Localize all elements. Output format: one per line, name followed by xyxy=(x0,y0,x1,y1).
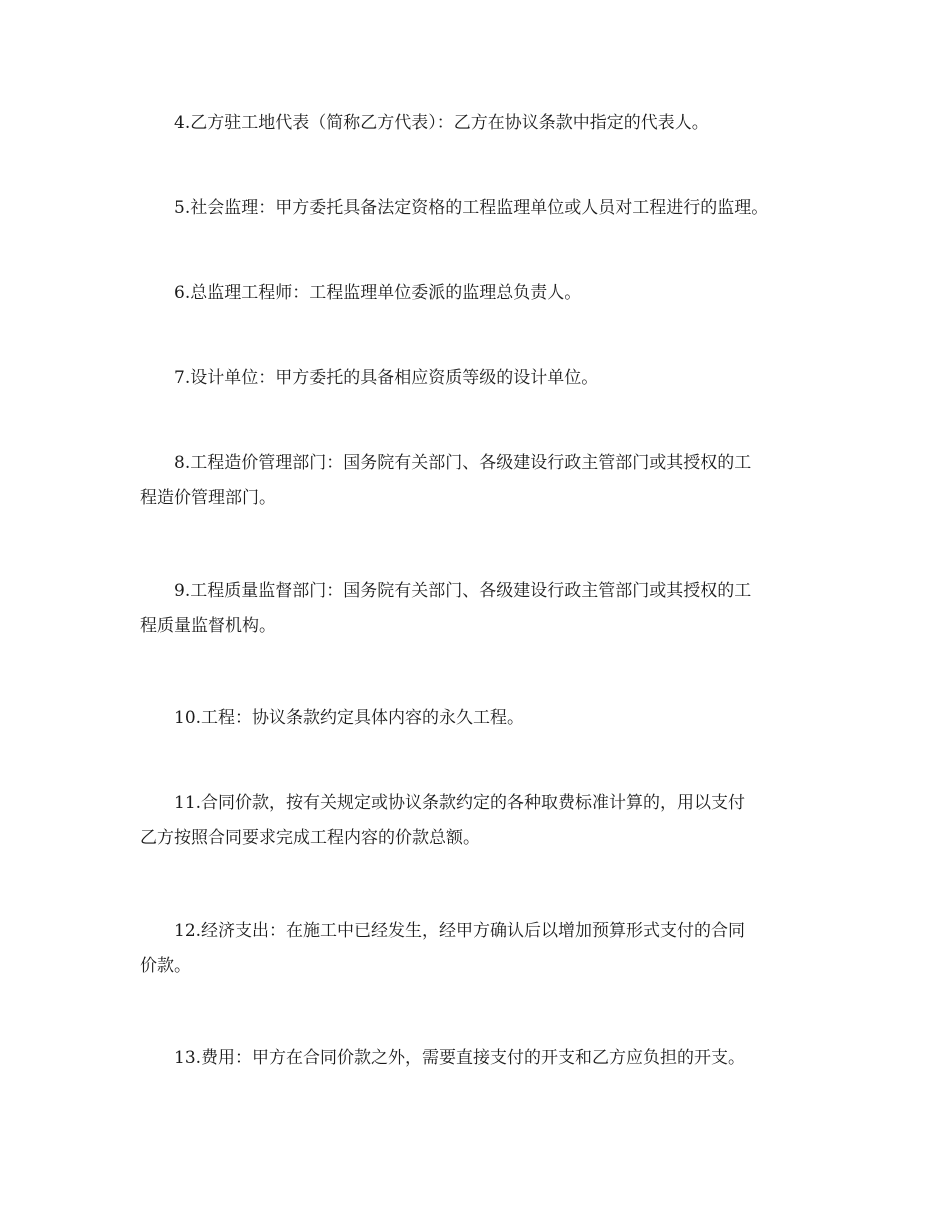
clause-12-line-2: 价款。 xyxy=(140,956,191,976)
clause-11-line-1: 11.合同价款，按有关规定或协议条款约定的各种取费标准计算的，用以支付 xyxy=(174,793,746,813)
clause-5 xyxy=(0,191,950,226)
clause-8-line-2: 程造价管理部门。 xyxy=(140,488,276,508)
clause-8-line-1: 8.工程造价管理部门：国务院有关部门、各级建设行政主管部门或其授权的工 xyxy=(174,453,752,473)
clause-5-line-1: 5.社会监理：甲方委托具备法定资格的工程监理单位或人员对工程进行的监理。 xyxy=(174,198,769,218)
clause-6-line-1: 6.总监理工程师：工程监理单位委派的监理总负责人。 xyxy=(174,283,582,303)
clause-10-line-1: 10.工程：协议条款约定具体内容的永久工程。 xyxy=(174,708,525,728)
clause-8 xyxy=(0,446,950,516)
clause-4-line-1: 4.乙方驻工地代表（简称乙方代表）：乙方在协议条款中指定的代表人。 xyxy=(174,113,709,133)
clause-12 xyxy=(0,914,950,984)
clause-12-line-1: 12.经济支出：在施工中已经发生，经甲方确认后以增加预算形式支付的合同 xyxy=(174,921,746,941)
clause-13-line-1: 13.费用：甲方在合同价款之外，需要直接支付的开支和乙方应负担的开支。 xyxy=(174,1048,746,1068)
clause-11-line-2: 乙方按照合同要求完成工程内容的价款总额。 xyxy=(140,828,480,848)
clause-10 xyxy=(0,701,950,736)
clause-9-line-1: 9.工程质量监督部门：国务院有关部门、各级建设行政主管部门或其授权的工 xyxy=(174,581,752,601)
clause-4 xyxy=(0,106,950,141)
clause-11 xyxy=(0,786,950,856)
clause-13 xyxy=(0,1041,950,1076)
clause-7 xyxy=(0,361,950,396)
clause-9 xyxy=(0,574,950,644)
clause-9-line-2: 程质量监督机构。 xyxy=(140,616,276,636)
clause-6 xyxy=(0,276,950,311)
clause-7-line-1: 7.设计单位：甲方委托的具备相应资质等级的设计单位。 xyxy=(174,368,599,388)
